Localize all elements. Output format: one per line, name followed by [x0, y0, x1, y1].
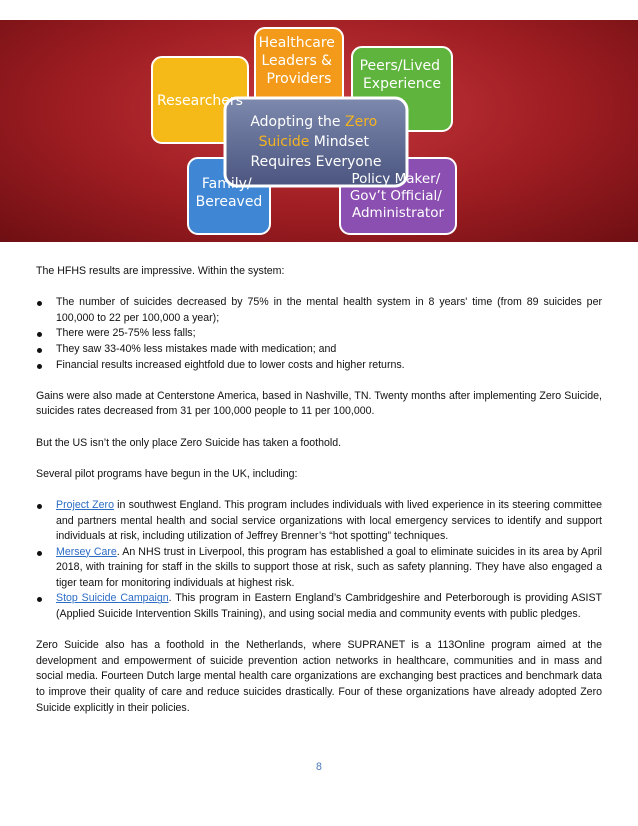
hfhs-intro: The HFHS results are impressive. Within the system:	[36, 265, 285, 277]
article-body	[36, 264, 602, 732]
page-number: 8	[316, 761, 322, 773]
project-zero-link[interactable]: Project Zero	[56, 498, 114, 511]
centerstone-paragraph: Gains were also made at Centerstone America, based in Nashville, TN. Twenty months after implementing Zero Suicide, suicides rates decreased from 31 per 100,000 people to 11 per 100,000.	[36, 389, 602, 418]
stop-suicide-description: . This program in Eastern England’s Cambridgeshire and Peterborough is providing ASIST (Applied Suicide Intervention Skills Training), and using social media and community events with public pledges.	[56, 592, 603, 621]
list-item: There were 25-75% less falls;	[36, 326, 602, 342]
mersey-care-link[interactable]: Mersey Care	[56, 545, 117, 558]
header-banner	[0, 20, 638, 242]
center-title: Adopting the Zero Suicide Mindset Requires Everyone	[250, 114, 382, 170]
list-item: Financial results increased eightfold due to lower costs and higher returns.	[36, 358, 602, 374]
uk-programs-list	[36, 498, 602, 623]
uk-intro: Several pilot programs have begun in the UK, including:	[36, 467, 298, 480]
list-item	[36, 545, 602, 592]
node-researchers-label: Researchers	[157, 93, 243, 109]
list-item	[36, 591, 602, 622]
stop-suicide-campaign-link[interactable]: Stop Suicide Campaign	[56, 592, 169, 605]
hfhs-results-list	[36, 295, 602, 373]
list-item: The number of suicides decreased by 75% in the mental health system in 8 years' time (from 89 suicides per 100,000 to 22 per 100,000 a year);	[36, 295, 602, 326]
list-item	[36, 498, 602, 545]
node-family-label: Family/ Bereaved	[195, 176, 263, 210]
project-zero-description: in southwest England. This program includes individuals with lived experience in its steering committee and partners mental health and social service organizations with local emergency services to identify and support individuals at risk, including utilization of Jeffrey Brenner’s “hot spotting” techniques.	[56, 498, 603, 543]
node-peers-label: Peers/Lived Experience	[359, 58, 442, 92]
zero-suicide-diagram	[0, 20, 638, 242]
node-policy-label: Policy Maker/ Gov’t Official/ Administrator	[349, 171, 445, 221]
foothold-paragraph: But the US isn’t the only place Zero Suicide has taken a foothold.	[36, 436, 342, 449]
node-healthcare-label: Healthcare Leaders & Providers	[258, 35, 335, 87]
mersey-care-description: . An NHS trust in Liverpool, this program has established a goal to eliminate suicides in its area by April 2018, with training for staff in the skills to support those at risk, such as safety planning. They have also engaged a tiger team for monitoring individuals at highest risk.	[56, 545, 602, 589]
list-item: They saw 33-40% less mistakes made with medication; and	[36, 342, 602, 358]
netherlands-paragraph: Zero Suicide also has a foothold in the Netherlands, where SUPRANET is a 113Online program aimed at the development and empowerment of suicide prevention action networks in healthcare, communities and in mass and social media. Fourteen Dutch large mental health care organizations are exchanging best practices and benchmark data to improve their quality of care and reduce suicides drastically. Four of these organizations have already adopted Zero Suicide explicitly in their policies.	[36, 639, 602, 714]
